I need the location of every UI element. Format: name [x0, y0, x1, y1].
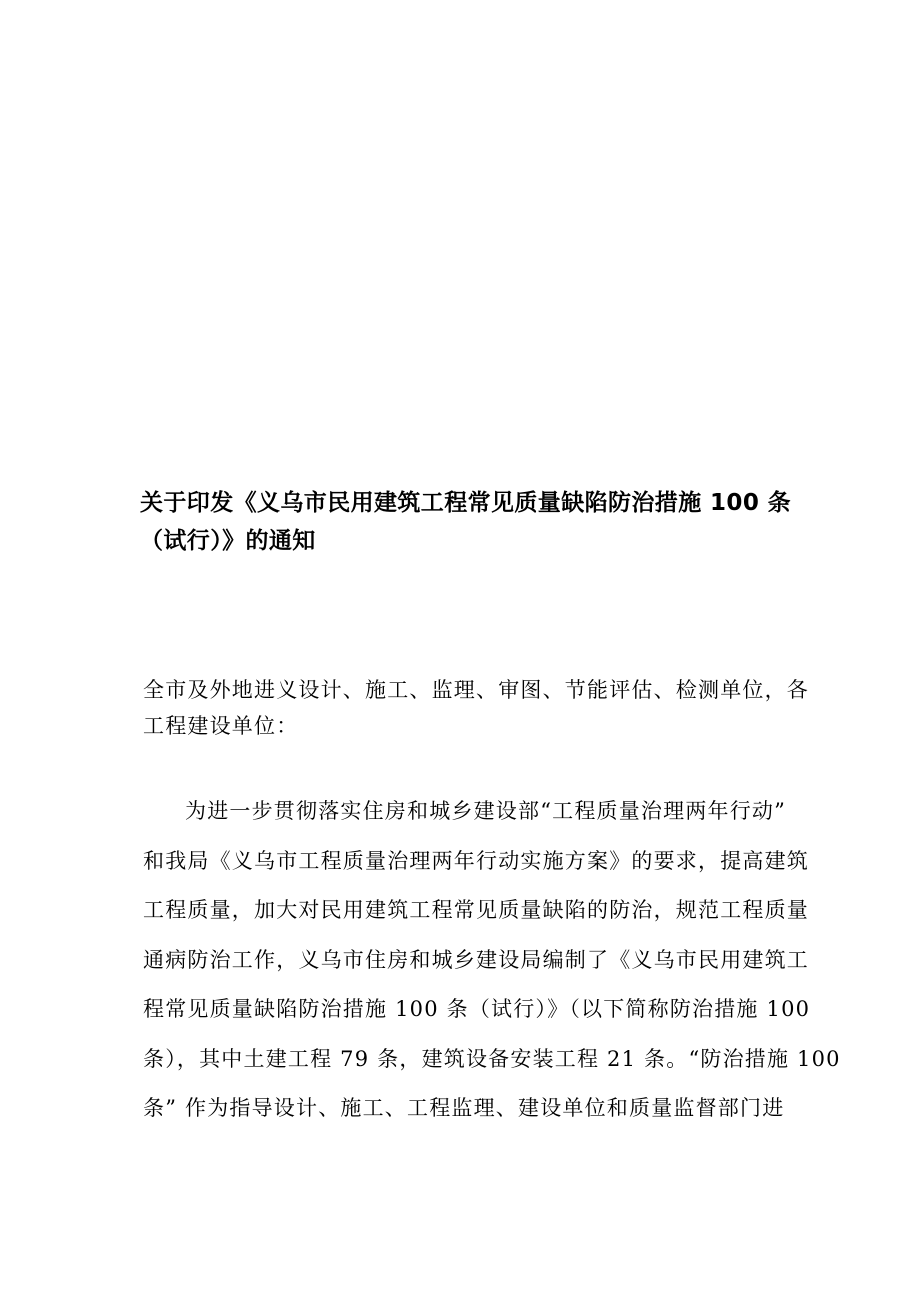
salutation-line-2: 工程建设单位： — [143, 714, 299, 738]
salutation — [143, 672, 809, 744]
paragraph-line: 和我局《义乌市工程质量治理两年行动实施方案》的要求，提高建筑 — [143, 848, 809, 873]
paragraph-line: 条” 作为指导设计、施工、工程监理、建设单位和质量监督部门进 — [143, 1096, 785, 1120]
document-title — [140, 484, 790, 560]
body-paragraph — [143, 787, 841, 1134]
paragraph-line: 程常见质量缺陷防治措施 100 条（试行）》（以下简称防治措施 100 — [143, 997, 811, 1021]
paragraph-line: 为进一步贯彻落实住房和城乡建设部“工程质量治理两年行动” — [185, 799, 787, 823]
title-line-1: 关于印发《义乌市民用建筑工程常见质量缺陷防治措施 100 条 — [140, 490, 792, 516]
paragraph-line: 通病防治工作，义乌市住房和城乡建设局编制了《义乌市民用建筑工 — [143, 947, 809, 972]
paragraph-line: 工程质量，加大对民用建筑工程常见质量缺陷的防治，规范工程质量 — [143, 898, 809, 922]
title-line-2: （试行）》的通知 — [140, 528, 316, 554]
paragraph-line: 条），其中土建工程 79 条，建筑设备安装工程 21 条。“防治措施 100 — [143, 1046, 841, 1071]
salutation-line-1: 全市及外地进义设计、施工、监理、审图、节能评估、检测单位，各 — [143, 678, 809, 702]
